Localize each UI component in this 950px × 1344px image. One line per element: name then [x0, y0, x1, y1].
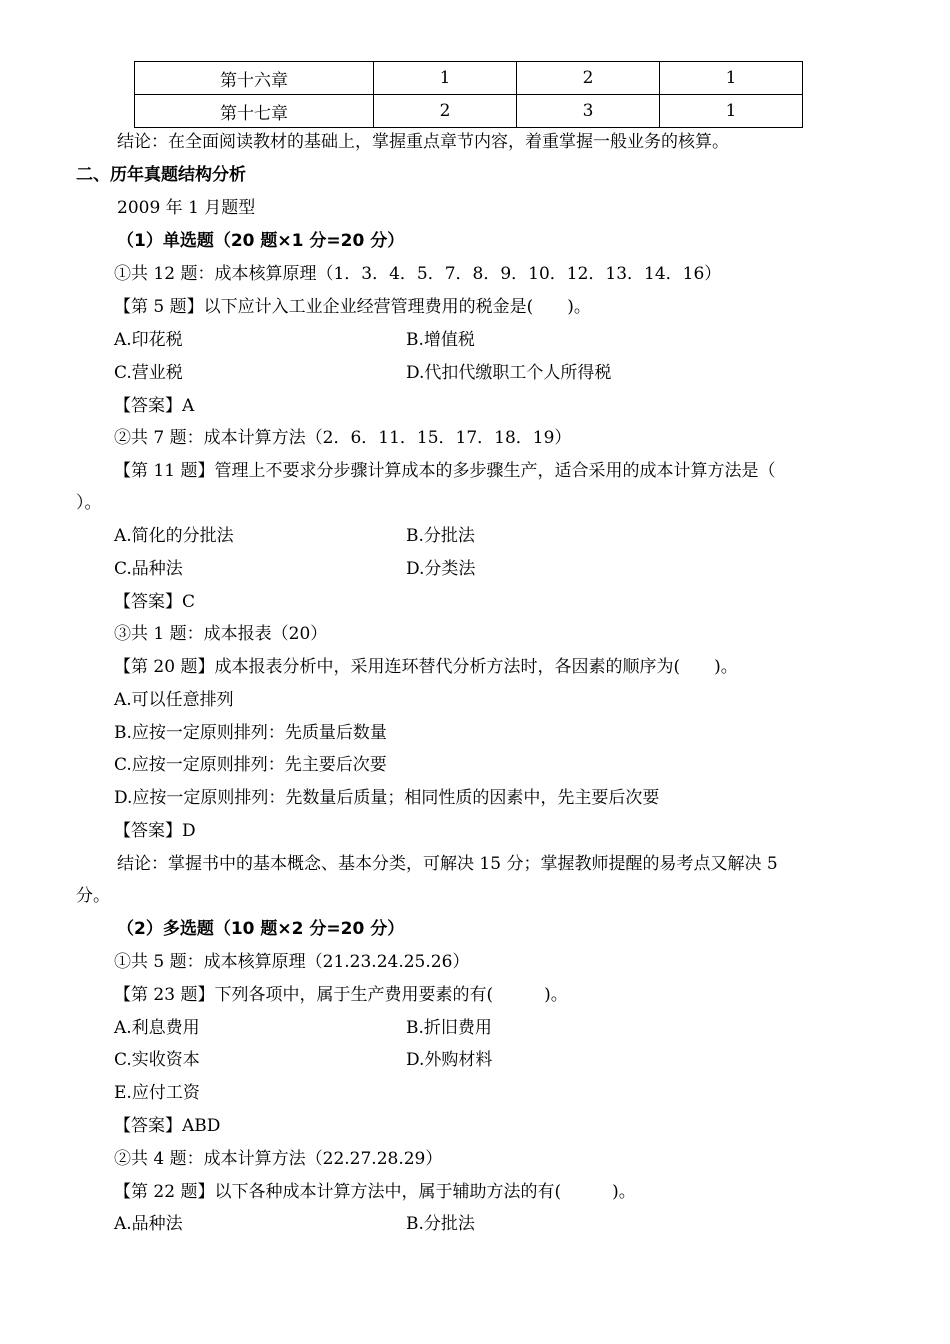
option-b: B.折旧费用 [406, 1018, 492, 1038]
question-text: 【第 5 题】以下应计入工业企业经营管理费用的税金是( )。 [114, 297, 591, 317]
option-d: D.外购材料 [406, 1050, 493, 1070]
answer-text: 【答案】ABD [114, 1116, 221, 1136]
option-a: A.品种法 [114, 1214, 183, 1234]
section-heading: 二、历年真题结构分析 [76, 165, 246, 185]
question-text-continued: ）。 [76, 493, 102, 513]
question-text: 【第 22 题】以下各种成本计算方法中，属于辅助方法的有( )。 [114, 1182, 636, 1202]
conclusion-paragraph: 结论：掌握书中的基本概念、基本分类，可解决 15 分；掌握教师提醒的易考点又解决 5 [117, 854, 778, 874]
chapter-table [134, 61, 803, 128]
option-b: B.分批法 [406, 1214, 475, 1234]
option-d: D.应按一定原则排列：先数量后质量；相同性质的因素中，先主要后次要 [114, 788, 660, 808]
topic-line: ②共 4 题：成本计算方法（22.27.28.29） [114, 1149, 443, 1169]
table-cell: 第十六章 [135, 62, 374, 95]
table-cell: 第十七章 [135, 95, 374, 128]
table-cell: 3 [517, 95, 660, 128]
table-cell: 2 [517, 62, 660, 95]
topic-line: ①共 12 题：成本核算原理（1．3．4．5．7．8．9．10．12．13．14．16） [114, 264, 722, 284]
option-c: C.品种法 [114, 559, 183, 579]
option-a: A.利息费用 [114, 1018, 200, 1038]
option-c: C.实收资本 [114, 1050, 200, 1070]
option-d: D.分类法 [406, 559, 476, 579]
option-d: D.代扣代缴职工个人所得税 [406, 363, 612, 383]
question-text: 【第 23 题】下列各项中，属于生产费用要素的有( )。 [114, 985, 568, 1005]
table-cell: 2 [374, 95, 517, 128]
conclusion-paragraph: 结论：在全面阅读教材的基础上，掌握重点章节内容，着重掌握一般业务的核算。 [117, 132, 729, 152]
question-text: 【第 20 题】成本报表分析中，采用连环替代分析方法时，各因素的顺序为( )。 [114, 657, 738, 677]
answer-text: 【答案】C [114, 592, 196, 612]
option-a: A.印花税 [114, 330, 183, 350]
option-c: C.应按一定原则排列：先主要后次要 [114, 755, 387, 775]
conclusion-paragraph-continued: 分。 [76, 886, 110, 906]
option-a: A.可以任意排列 [114, 690, 234, 710]
answer-text: 【答案】D [114, 821, 196, 841]
option-b: B.应按一定原则排列：先质量后数量 [114, 723, 387, 743]
table-row [135, 62, 803, 95]
option-c: C.营业税 [114, 363, 183, 383]
topic-line: ③共 1 题：成本报表（20） [114, 624, 328, 644]
multi-choice-heading: （2）多选题（10 题×2 分=20 分） [117, 919, 405, 939]
question-text: 【第 11 题】管理上不要求分步骤计算成本的多步骤生产，适合采用的成本计算方法是（ [114, 461, 776, 481]
table-cell: 1 [660, 95, 803, 128]
exam-date-label: 2009 年 1 月题型 [117, 198, 256, 218]
option-e: E.应付工资 [114, 1083, 200, 1103]
table-row [135, 95, 803, 128]
single-choice-heading: （1）单选题（20 题×1 分=20 分） [117, 231, 405, 251]
answer-text: 【答案】A [114, 396, 195, 416]
option-a: A.简化的分批法 [114, 526, 234, 546]
table-cell: 1 [374, 62, 517, 95]
topic-line: ②共 7 题：成本计算方法（2．6．11．15．17．18．19） [114, 428, 572, 448]
topic-line: ①共 5 题：成本核算原理（21.23.24.25.26） [114, 952, 470, 972]
table-cell: 1 [660, 62, 803, 95]
option-b: B.分批法 [406, 526, 475, 546]
option-b: B.增值税 [406, 330, 475, 350]
